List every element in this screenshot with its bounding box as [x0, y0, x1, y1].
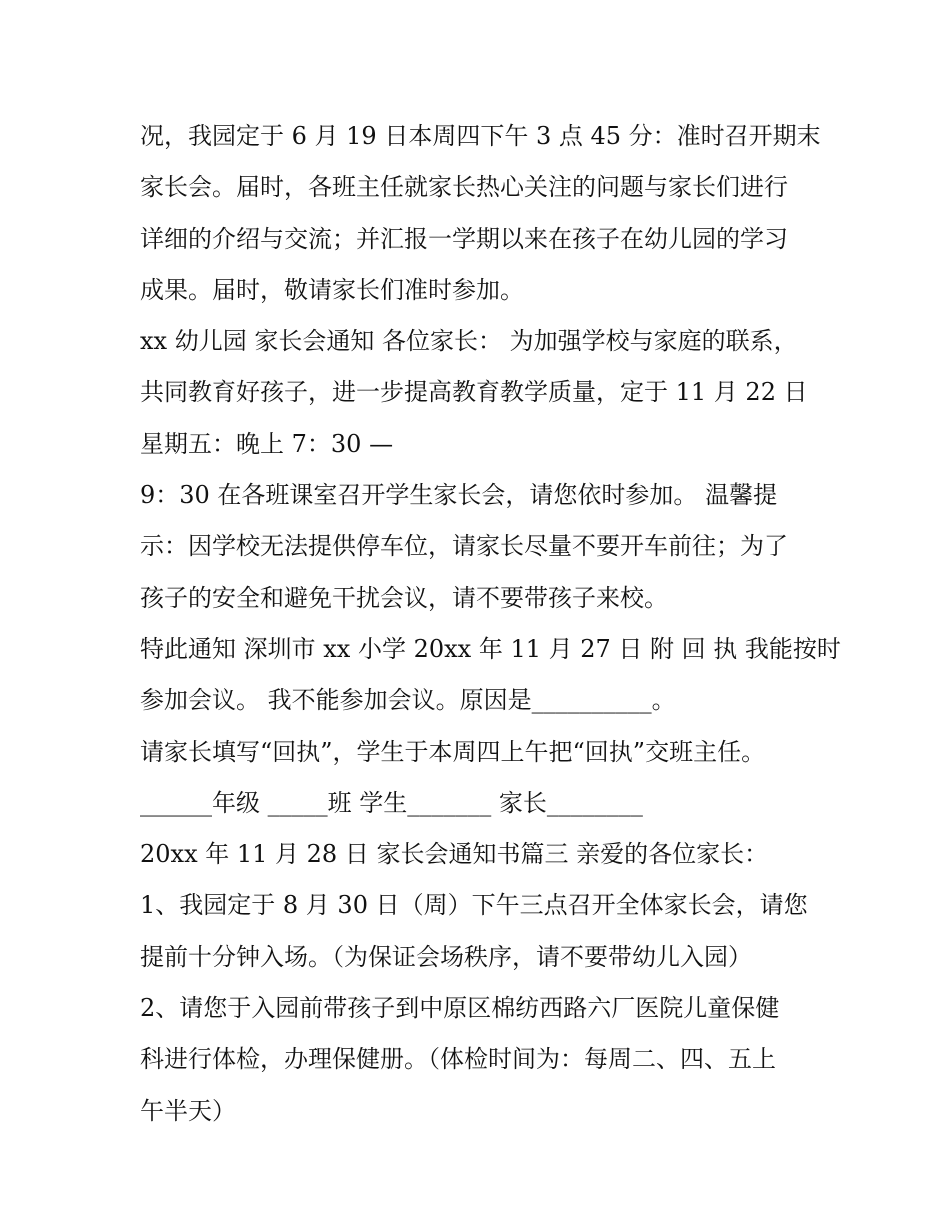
text-line-2: 家长会。届时，各班主任就家长热心关注的问题与家长们进行 [140, 173, 788, 202]
text-line-12: 参加会议。 我不能参加会议。原因是__________。 [140, 686, 676, 715]
text-line-8: 9：30 在各班课室召开学生家长会，请您依时参加。 温馨提 [140, 481, 778, 510]
text-line-11: 特此通知 深圳市 xx 小学 20xx 年 11 月 27 日 附 回 执 我能按时 [140, 634, 841, 663]
text-line-13: 请家长填写“回执”，学生于本周四上午把“回执”交班主任。 [140, 737, 766, 766]
text-line-7: 星期五：晚上 7：30 — [140, 429, 394, 458]
text-line-18: 2、请您于入园前带孩子到中原区棉纺西路六厂医院儿童保健 [140, 994, 780, 1023]
text-line-14: ______年级 _____班 学生_______ 家长________ [140, 788, 643, 817]
text-line-9: 示：因学校无法提供停车位，请家长尽量不要开车前往；为了 [140, 532, 788, 561]
text-line-10: 孩子的安全和避免干扰会议，请不要带孩子来校。 [140, 583, 668, 612]
text-line-17: 提前十分钟入场。（为保证会场秩序，请不要带幼儿入园） [140, 942, 752, 971]
text-line-6: 共同教育好孩子，进一步提高教育教学质量，定于 11 月 22 日 [140, 378, 808, 407]
text-line-5: xx 幼儿园 家长会通知 各位家长： 为加强学校与家庭的联系， [140, 327, 798, 356]
text-line-20: 午半天） [140, 1096, 236, 1125]
text-line-15: 20xx 年 11 月 28 日 家长会通知书篇三 亲爱的各位家长： [140, 840, 769, 869]
text-line-4: 成果。届时，敬请家长们准时参加。 [140, 275, 524, 304]
text-line-16: 1、我园定于 8 月 30 日（周）下午三点召开全体家长会，请您 [140, 891, 808, 920]
document-body [140, 111, 841, 1137]
text-line-1: 况，我园定于 6 月 19 日本周四下午 3 点 45 分：准时召开期末 [140, 122, 821, 150]
text-line-3: 详细的介绍与交流；并汇报一学期以来在孩子在幼儿园的学习 [140, 224, 788, 253]
text-line-19: 科进行体检，办理保健册。（体检时间为：每周二、四、五上 [140, 1045, 776, 1074]
